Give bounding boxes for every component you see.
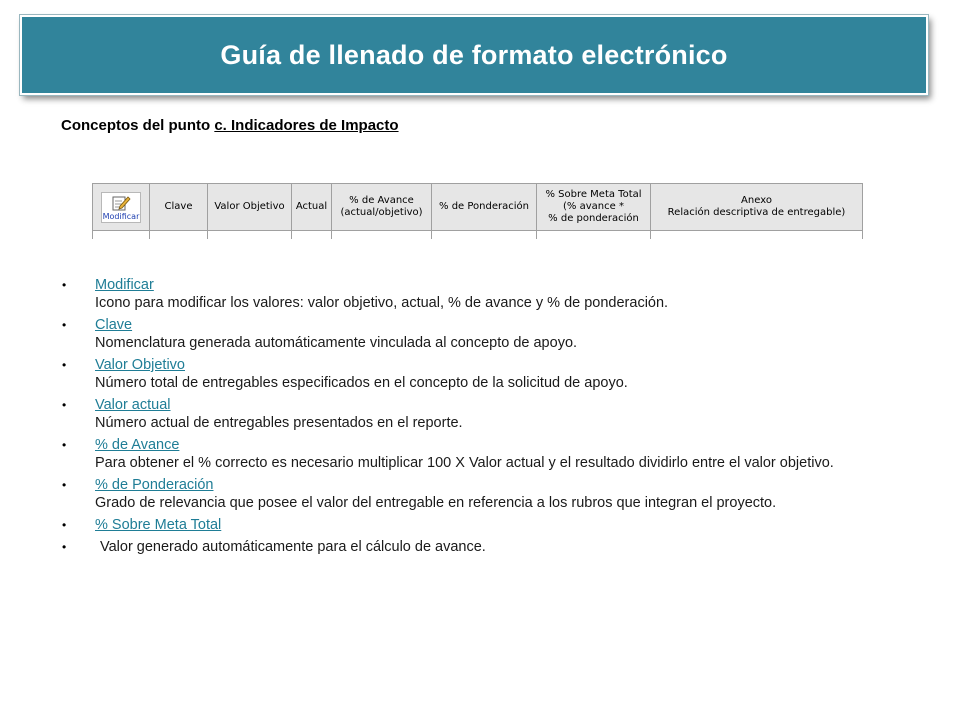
bullet-icon: • <box>62 358 67 372</box>
table-cell <box>332 231 432 240</box>
header-cell: Clave <box>150 184 208 231</box>
term-description: Número actual de entregables presentados en el reporte. <box>95 415 463 431</box>
indicators-table <box>92 183 863 239</box>
modify-button[interactable] <box>101 192 141 223</box>
term-link[interactable]: % de Ponderación <box>95 477 214 493</box>
modify-label: Modificar <box>102 211 140 221</box>
term-link[interactable]: Valor actual <box>95 397 171 413</box>
table-row <box>93 231 863 240</box>
header-cell: Actual <box>292 184 332 231</box>
term-description: Grado de relevancia que posee el valor del entregable en referencia a los rubros que integran el proyecto. <box>95 495 777 511</box>
header-cell: % Sobre Meta Total (% avance * % de ponderación <box>537 184 651 231</box>
header-cell: % de Avance (actual/objetivo) <box>332 184 432 231</box>
list-item <box>62 436 888 454</box>
table-cell <box>651 231 863 240</box>
bullet-icon: • <box>62 478 67 492</box>
bullet-icon: • <box>62 518 67 532</box>
header-cell: % de Ponderación <box>432 184 537 231</box>
term-description: Nomenclatura generada automáticamente vinculada al concepto de apoyo. <box>95 335 578 351</box>
list-item <box>62 316 888 334</box>
list-item <box>62 396 888 414</box>
term-link[interactable]: Valor Objetivo <box>95 357 185 373</box>
subtitle-highlight: c. Indicadores de Impacto <box>214 117 399 134</box>
bullet-icon: • <box>62 540 67 554</box>
list-item <box>62 476 888 494</box>
table-cell <box>292 231 332 240</box>
term-description: Número total de entregables especificados en el concepto de la solicitud de apoyo. <box>95 375 628 391</box>
list-item-final <box>62 538 888 556</box>
subtitle-prefix: Conceptos del punto <box>61 117 215 134</box>
term-link[interactable]: Modificar <box>95 277 154 293</box>
header-modify <box>93 184 150 231</box>
term-description: Para obtener el % correcto es necesario multiplicar 100 X Valor actual y el resultado dividirlo entre el valor objetivo. <box>95 455 834 471</box>
bullet-icon: • <box>62 318 67 332</box>
table-cell <box>208 231 292 240</box>
concept-list <box>62 276 888 556</box>
term-link[interactable]: % Sobre Meta Total <box>95 517 222 533</box>
list-item <box>62 516 888 534</box>
table-header-row <box>93 184 863 231</box>
table-cell <box>150 231 208 240</box>
bullet-icon: • <box>62 398 67 412</box>
final-bullet-text: Valor generado automáticamente para el cálculo de avance. <box>100 539 486 555</box>
header-cell: Anexo Relación descriptiva de entregable) <box>651 184 863 231</box>
bullet-icon: • <box>62 438 67 452</box>
list-item <box>62 276 888 294</box>
table-cell <box>537 231 651 240</box>
table-cell <box>432 231 537 240</box>
bullet-icon: • <box>62 278 67 292</box>
table-cell <box>93 231 150 240</box>
page-title: Guía de llenado de formato electrónico <box>220 39 728 70</box>
edit-icon <box>111 194 131 212</box>
list-item <box>62 356 888 374</box>
term-description: Icono para modificar los valores: valor objetivo, actual, % de avance y % de ponderación. <box>95 295 669 311</box>
term-link[interactable]: Clave <box>95 317 133 333</box>
term-link[interactable]: % de Avance <box>95 437 180 453</box>
title-banner <box>20 15 928 95</box>
section-subtitle <box>61 117 399 134</box>
header-cell: Valor Objetivo <box>208 184 292 231</box>
